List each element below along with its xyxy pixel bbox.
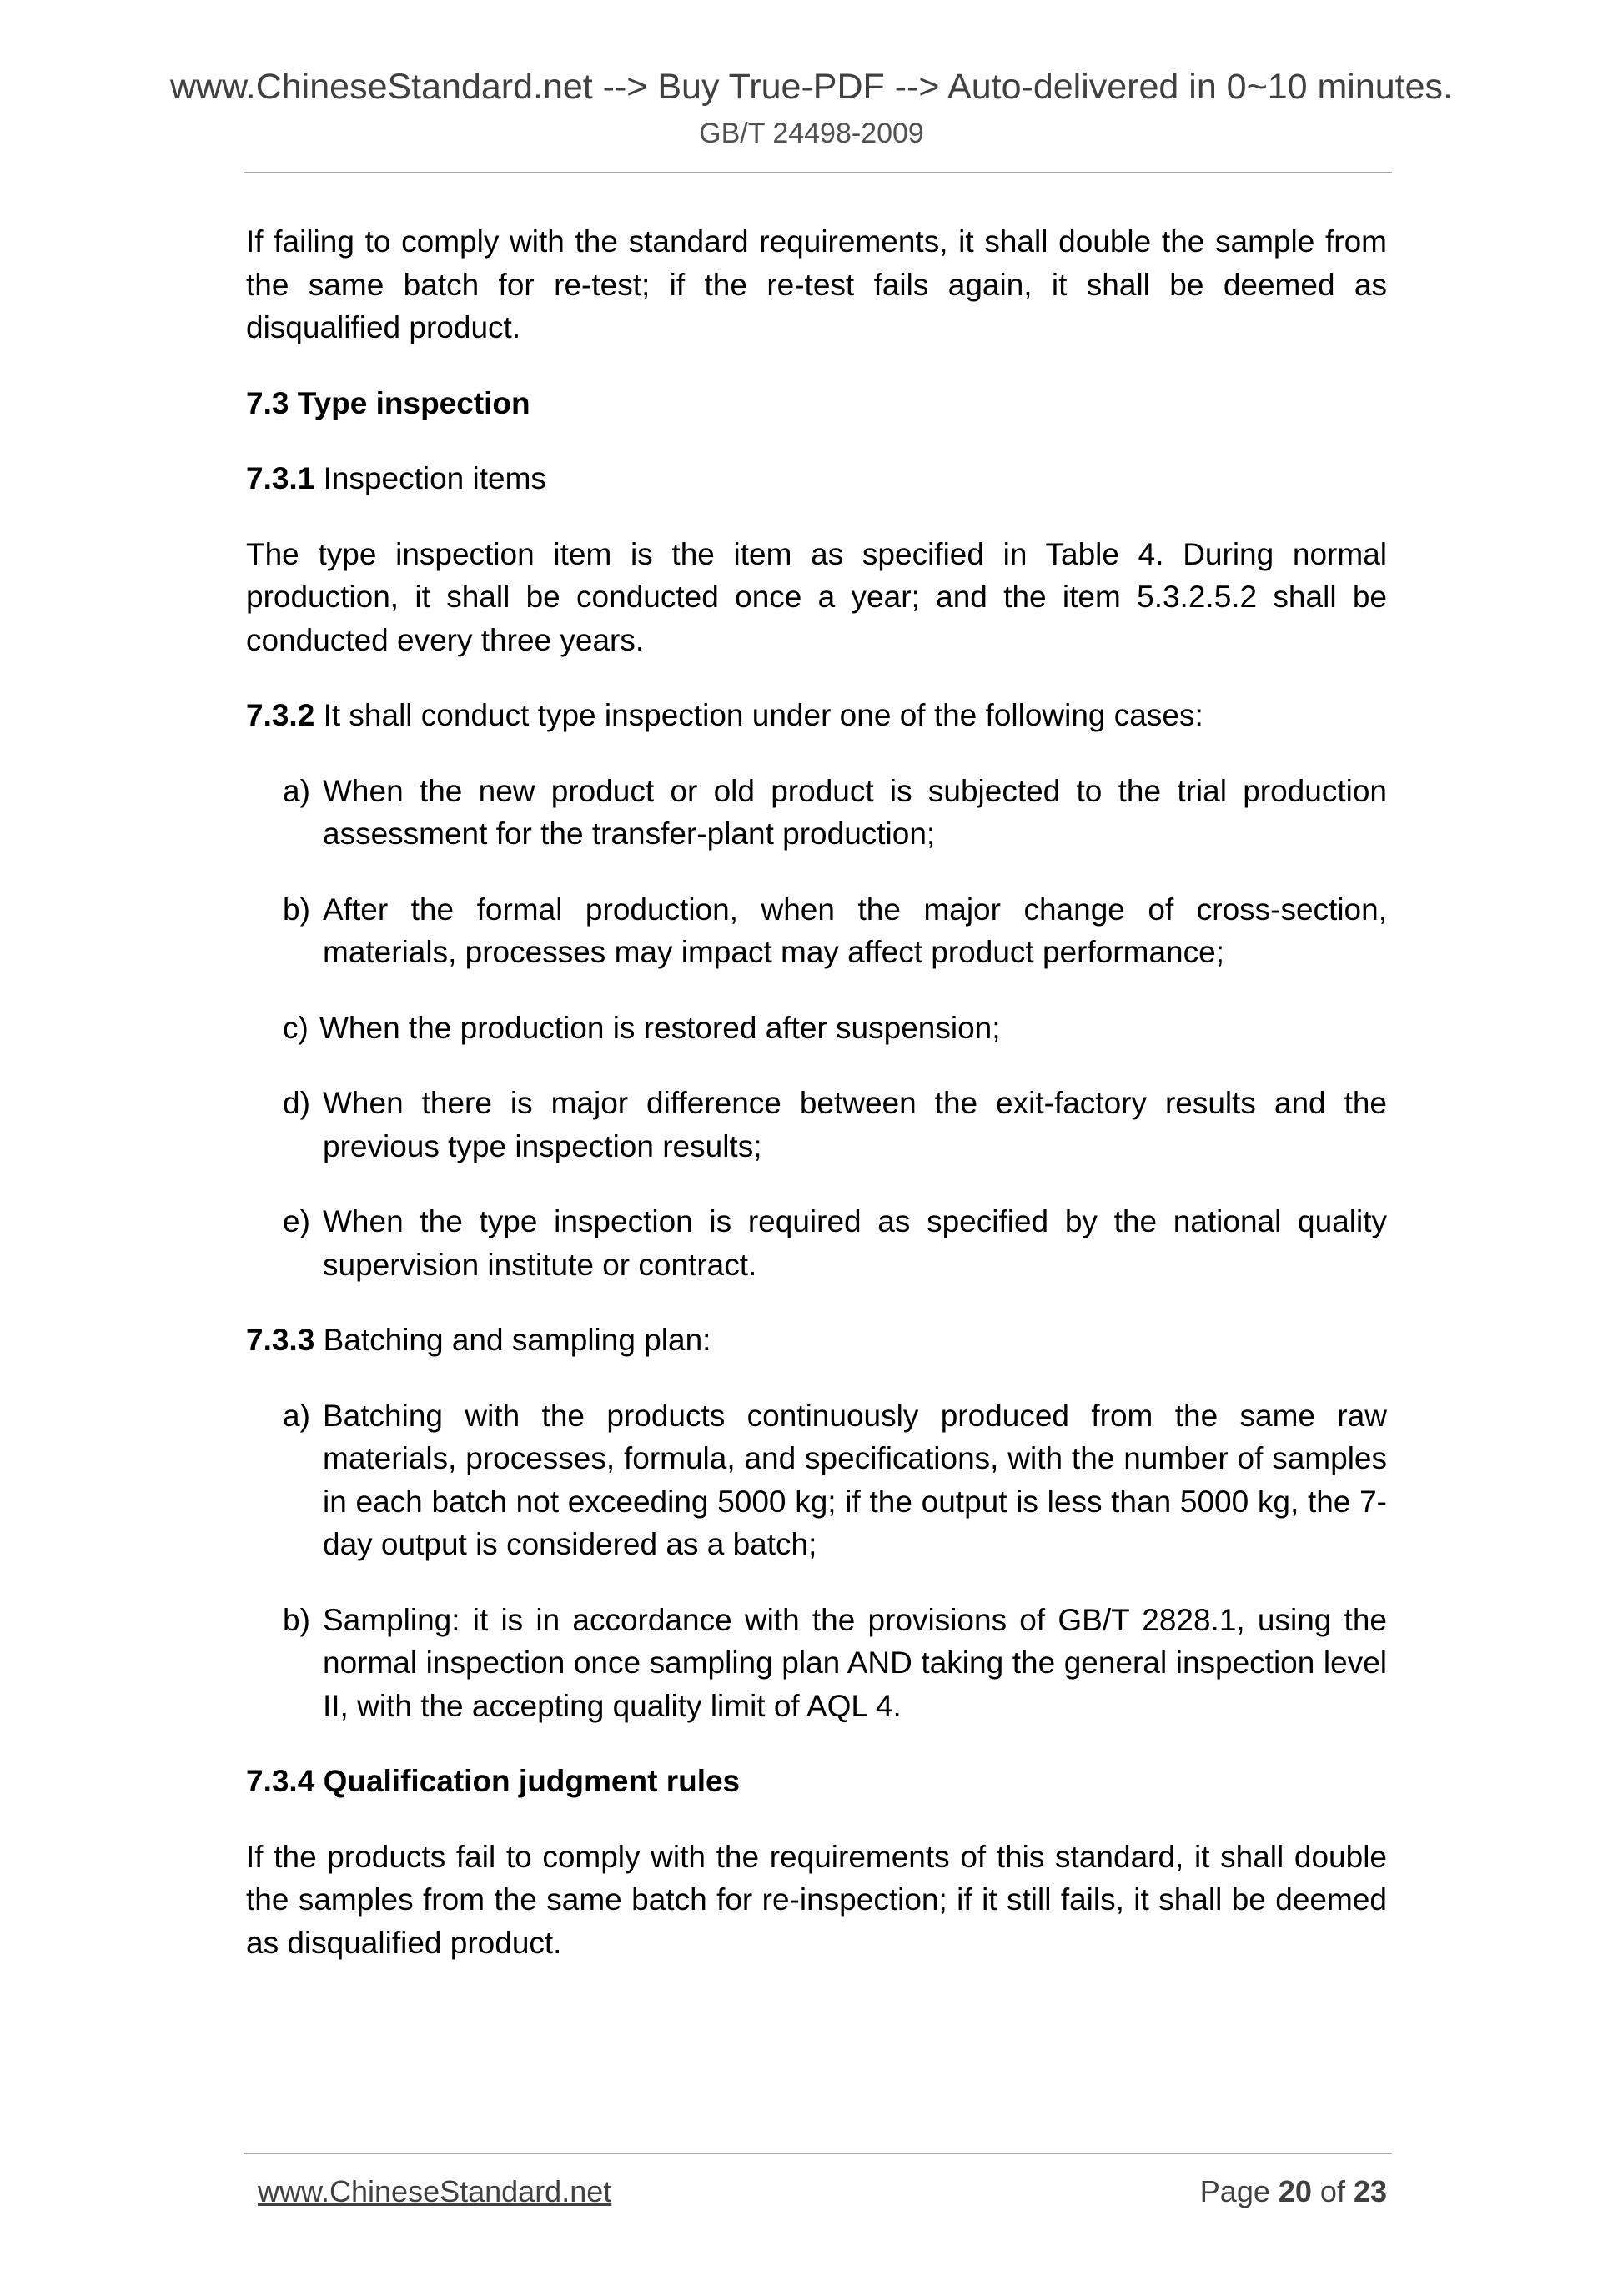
list-item xyxy=(246,1394,1387,1566)
list-item-marker: a) xyxy=(283,1398,310,1433)
section-7-3-2-text: It shall conduct type inspection under one of the following cases: xyxy=(314,698,1203,732)
list-item-text: When there is major difference between the exit-factory results and the previous type inspection results; xyxy=(323,1086,1387,1163)
list-item-text: After the formal production, when the major change of cross-section, materials, processes may impact may affect product performance; xyxy=(323,892,1387,969)
list-item-marker: b) xyxy=(283,1602,310,1637)
list-item xyxy=(246,1200,1387,1286)
section-7-3-title: 7.3 Type inspection xyxy=(246,385,530,420)
section-7-3-heading xyxy=(246,382,1387,425)
list-item-marker: d) xyxy=(283,1086,310,1120)
list-item xyxy=(246,1599,1387,1728)
page-number xyxy=(1200,2172,1387,2212)
section-7-3-4-paragraph: If the products fail to comply with the requirements of this standard, it shall double the samples from the same batch for re-inspection; if it still fails, it shall be deemed as disqualified product. xyxy=(246,1839,1387,1960)
list-item xyxy=(246,888,1387,974)
list-item-marker: c) xyxy=(283,1010,309,1045)
header-banner: www.ChineseStandard.net --> Buy True-PDF --> Auto-delivered in 0~10 minutes. xyxy=(169,67,1453,107)
section-7-3-3-heading xyxy=(246,1319,1387,1362)
section-7-3-2-number: 7.3.2 xyxy=(246,698,315,732)
list-item-text: When the new product or old product is subjected to the trial production assessment for the transfer-plant production; xyxy=(323,773,1387,851)
list-item-marker: e) xyxy=(283,1204,310,1238)
list-item-text: When the type inspection is required as specified by the national quality supervision institute or contract. xyxy=(323,1204,1387,1282)
intro-paragraph: If failing to comply with the standard requirements, it shall double the sample from the same batch for re-test; if the re-test fails again, it shall be deemed as disqualified product. xyxy=(246,224,1387,344)
document-body xyxy=(246,220,1387,1997)
list-item xyxy=(246,770,1387,856)
page-prefix: Page xyxy=(1199,2174,1279,2208)
document-code: GB/T 24498-2009 xyxy=(699,118,924,149)
list-item xyxy=(246,1082,1387,1168)
page-current: 20 xyxy=(1278,2174,1312,2208)
section-7-3-1-title: Inspection items xyxy=(314,461,546,495)
section-7-3-4-title: 7.3.4 Qualification judgment rules xyxy=(246,1764,741,1798)
page-header xyxy=(0,65,1623,152)
footer-divider xyxy=(244,2153,1392,2154)
list-item-marker: b) xyxy=(283,892,310,927)
page-of: of xyxy=(1311,2174,1354,2208)
page-total: 23 xyxy=(1353,2174,1387,2208)
section-7-3-1-paragraph: The type inspection item is the item as specified in Table 4. During normal production, it shall be conducted once a year; and the item 5.3.2.5.2 shall be conducted every three years. xyxy=(246,536,1387,657)
list-item-text: When the production is restored after suspension; xyxy=(319,1010,1001,1045)
section-7-3-3-title: Batching and sampling plan: xyxy=(314,1323,711,1357)
section-7-3-1-heading xyxy=(246,457,1387,500)
footer-website-link[interactable]: www.ChineseStandard.net xyxy=(258,2174,612,2208)
header-divider xyxy=(244,172,1392,173)
section-7-3-3-number: 7.3.3 xyxy=(246,1323,315,1357)
section-7-3-1-number: 7.3.1 xyxy=(246,461,315,495)
section-7-3-2-paragraph xyxy=(246,694,1387,737)
list-item-marker: a) xyxy=(283,773,310,808)
section-7-3-4-heading xyxy=(246,1760,1387,1803)
list-item xyxy=(246,1007,1387,1050)
list-item-text: Batching with the products continuously produced from the same raw materials, processes, formula, and specifications, with the number of samples in each batch not exceeding 5000 kg; if the output is less than 5000 kg, the 7-day output is considered as a batch; xyxy=(323,1398,1387,1561)
section-7-3-3-list xyxy=(246,1394,1387,1728)
list-item-text: Sampling: it is in accordance with the provisions of GB/T 2828.1, using the normal inspection once sampling plan AND taking the general inspection level II, with the accepting quality limit of AQL 4. xyxy=(323,1602,1387,1723)
section-7-3-2-list xyxy=(246,770,1387,1287)
